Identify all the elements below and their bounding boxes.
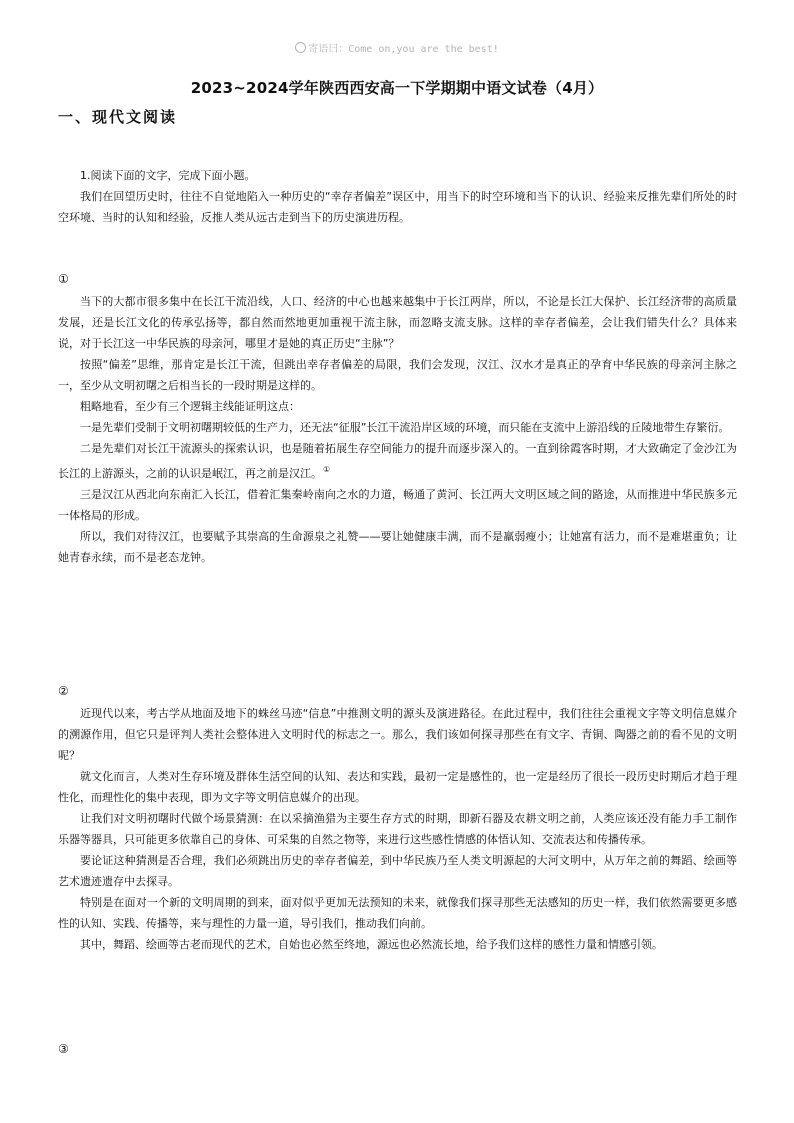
paragraph: 就文化而言，人类对生存环境及群体生活空间的认知、表达和实践，最初一定是感性的，也一定是经历了很长一段历史时期后才趋于理性化，而理性化的集中表现，即为文字等文明信息媒介的出现。 <box>58 770 737 804</box>
part-marker: ② <box>58 684 69 698</box>
paragraph: 其中，舞蹈、绘画等古老而现代的艺术，自始也必然至终地，源远也必然流长地，给予我们这样的感性力量和情感引领。 <box>80 938 663 951</box>
section-heading: 一、现代文阅读 <box>58 108 178 126</box>
footnote-mark: ① <box>323 465 331 474</box>
paragraph: 一是先辈们受制于文明初曙期较低的生产力，还无法“征服”长江干流沿岸区域的环境，而只能在支流中上游沿线的丘陵地带生存繁衍。 <box>80 421 730 434</box>
page-title: 2023~2024学年陕西西安高一下学期期中语文试卷（4月） <box>190 79 604 97</box>
paragraph-text: 二是先辈们对长江干流源头的探索认识，也是随着拓展生存空间能力的提升而逐步深入的。一直到徐霞客时期，才大致确定了金沙江为长江的上游源头，之前的认识是岷江，再之前是汉江。 <box>58 442 737 480</box>
paragraph: 当下的大都市很多集中在长江干流沿线，人口、经济的中心也越来越集中于长江两岸，所以，不论是长江大保护、长江经济带的高质量发展，还是长江文化的传承弘扬等，都自然而然地更加重视干流主脉，而忽略支流支脉。这样的幸存者偏差，会让我们错失什么？具体来说，对于长江这一中华民族的母亲河，哪里才是她的真正历史“主脉”？ <box>58 295 737 350</box>
paragraph: 所以，我们对待汉江，也要赋予其崇高的生命源泉之礼赞——要让她健康丰满，而不是羸弱瘦小；让她富有活力，而不是难堪重负；让她青春永续，而不是老态龙钟。 <box>58 530 737 564</box>
part-2 <box>58 682 737 955</box>
intro-paragraph: 我们在回望历史时，往往不自觉地陷入一种历史的“幸存者偏差”误区中，用当下的时空环境和当下的认识、经验来反推先辈们所处的时空环境、当时的认知和经验，反推人类从远古走到当下的历史演进历程。 <box>58 190 737 224</box>
paragraph: 让我们对文明初曙时代做个场景猜测：在以采摘渔猎为主要生存方式的时期，即新石器及农耕文明之前，人类应该还没有能力手工制作乐器等器具，只可能更多依靠自己的身体、可采集的自然之物等，来进行这些感性情感的体悟认知、交流表达和传播传承。 <box>58 812 737 846</box>
watermark <box>0 40 794 55</box>
paragraph: 三是汉江从西北向东南汇入长江，借着汇集秦岭南向之水的力道，畅通了黄河、长江两大文明区域之间的路途，从而推进中华民族多元一体格局的形成。 <box>58 488 737 522</box>
paragraph: 粗略地看，至少有三个逻辑主线能证明这点： <box>80 400 300 413</box>
part-1 <box>58 270 737 568</box>
paragraph: 按照“偏差”思维，那肯定是长江干流，但跳出幸存者偏差的局限，我们会发现，汉江、汉水才是真正的孕育中华民族的母亲河主脉之一，至少从文明初曙之后相当长的一段时期是这样的。 <box>58 358 737 392</box>
part-marker: ① <box>58 272 69 286</box>
watermark-text: 寄语曰：Come on,you are the best! <box>308 44 499 55</box>
paragraph: 近现代以来，考古学从地面及地下的蛛丝马迹“信息”中推测文明的源头及演进路径。在此过程中，我们往往会重视文字等文明信息媒介的溯源作用，但它只是评判人类社会整体进入文明时代的标志之一。那么，我们该如何探寻那些在有文字、青铜、陶器之前的看不见的文明呢？ <box>58 707 737 762</box>
paragraph: 特别是在面对一个新的文明周期的到来，面对似乎更加无法预知的未来，就像我们探寻那些无法感知的历史一样，我们依然需要更多感性的认知、实践、传播等，来与理性的力量一道，导引我们，推动我们向前。 <box>58 896 737 930</box>
smile-icon <box>295 42 306 53</box>
part-3 <box>58 1040 737 1058</box>
paragraph: 要论证这种猜测是否合理，我们必须跳出历史的幸存者偏差，到中华民族乃至人类文明源起的大河文明中，从万年之前的舞蹈、绘画等艺术遗迹遗存中去探寻。 <box>58 854 737 888</box>
part-marker: ③ <box>58 1042 69 1056</box>
question-1 <box>58 165 737 228</box>
question-intro: 1.阅读下面的文字，完成下面小题。 <box>80 169 256 182</box>
paragraph-with-footnote <box>58 438 737 484</box>
